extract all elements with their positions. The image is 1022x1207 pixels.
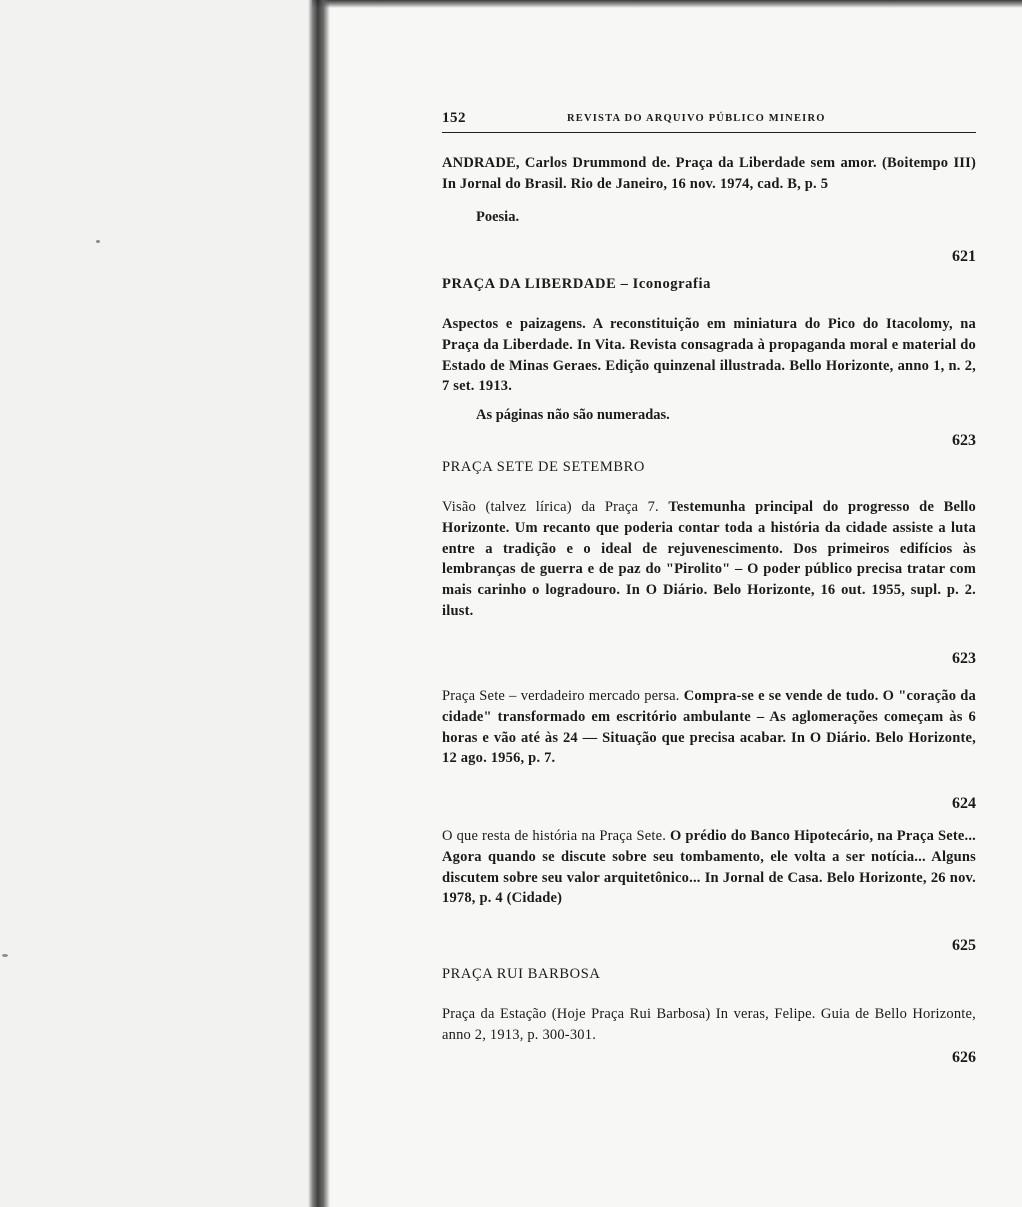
entry-citation: Praça da Estação (Hoje Praça Rui Barbosa) In veras, Felipe. Guia de Bello Horizonte, anno 2, 1913, p. 300-301. (442, 1006, 976, 1043)
entry-number: 625 (952, 937, 976, 954)
section-heading: PRAÇA SETE DE SETEMBRO (442, 459, 645, 475)
entry-624 (442, 686, 976, 769)
paper-speck (2, 954, 8, 957)
book-gutter (308, 0, 330, 1207)
entry-623 (442, 459, 976, 622)
paper-speck (96, 240, 100, 243)
entry-number: 621 (952, 248, 976, 265)
journal-title: REVISTA DO ARQUIVO PÚBLICO MINEIRO (567, 113, 826, 124)
section-heading: PRAÇA RUI BARBOSA (442, 966, 601, 982)
entry-number: 623 (952, 650, 976, 667)
entry-number: 623 (952, 432, 976, 449)
citation-text: Testemunha principal do progresso de Bello Horizonte. Um recanto que poderia contar toda a história da cidade assiste a luta entre a tradição e o ideal de rejuvenescimento. Dos primeiros edifícios às lembranças de guerra e de paz do "Pirolito" – O poder público precisa tratar com mais carinho o logradouro. In O Diário. Belo Horizonte, 16 out. 1955, supl. p. 2. ilust. (442, 499, 976, 619)
entry-citation (442, 497, 976, 622)
entry-note: As páginas não são numeradas. (476, 407, 670, 424)
entry-note: Poesia. (476, 208, 520, 225)
entry-number: 624 (952, 795, 976, 812)
entry-citation: ANDRADE, Carlos Drummond de. Praça da Liberdade sem amor. (Boitempo III) In Jornal do Brasil. Rio de Janeiro, 16 nov. 1974, cad. B, p. 5 (442, 155, 976, 192)
entry-citation (442, 686, 976, 769)
entry-number: 626 (952, 1049, 976, 1066)
entry-626 (442, 966, 976, 1046)
citation-text: Compra-se e se vende de tudo. O "coração da cidade" transformado em escritório ambulante – As aglomerações começam às 6 horas e vão até às 24 — Situação que precisa acabar. In O Diário. Belo Horizonte, 12 ago. 1956, p. 7. (442, 688, 976, 767)
running-header (442, 110, 976, 133)
entry-625 (442, 826, 976, 909)
left-facing-page (0, 0, 312, 1207)
section-heading: PRAÇA DA LIBERDADE – Iconografia (442, 276, 711, 292)
entry-citation: Aspectos e paizagens. A reconstituição em miniatura do Pico do Itacolomy, na Praça da Liberdade. In Vita. Revista consagrada à propaganda moral e material do Estado de Minas Geraes. Edição quinzenal illustrada. Bello Horizonte, anno 1, n. 2, 7 set. 1913. (442, 316, 976, 395)
citation-title: Visão (talvez lírica) da Praça 7. (442, 499, 669, 515)
citation-title: Praça Sete – verdadeiro mercado persa. (442, 688, 684, 704)
entry-622 (442, 276, 976, 425)
entry-621 (442, 153, 976, 227)
entry-citation (442, 826, 976, 909)
citation-title: O que resta de história na Praça Sete. (442, 828, 670, 844)
scan-top-shadow (312, 0, 1022, 8)
page-number: 152 (442, 110, 466, 126)
citation-text: O prédio do Banco Hipotecário, na Praça Sete... Agora quando se discute sobre seu tombamento, ele volta a ser notícia... Alguns discutem sobre seu valor arquitetônico... In Jornal de Casa. Belo Horizonte, 26 nov. 1978, p. 4 (Cidade) (442, 828, 976, 907)
